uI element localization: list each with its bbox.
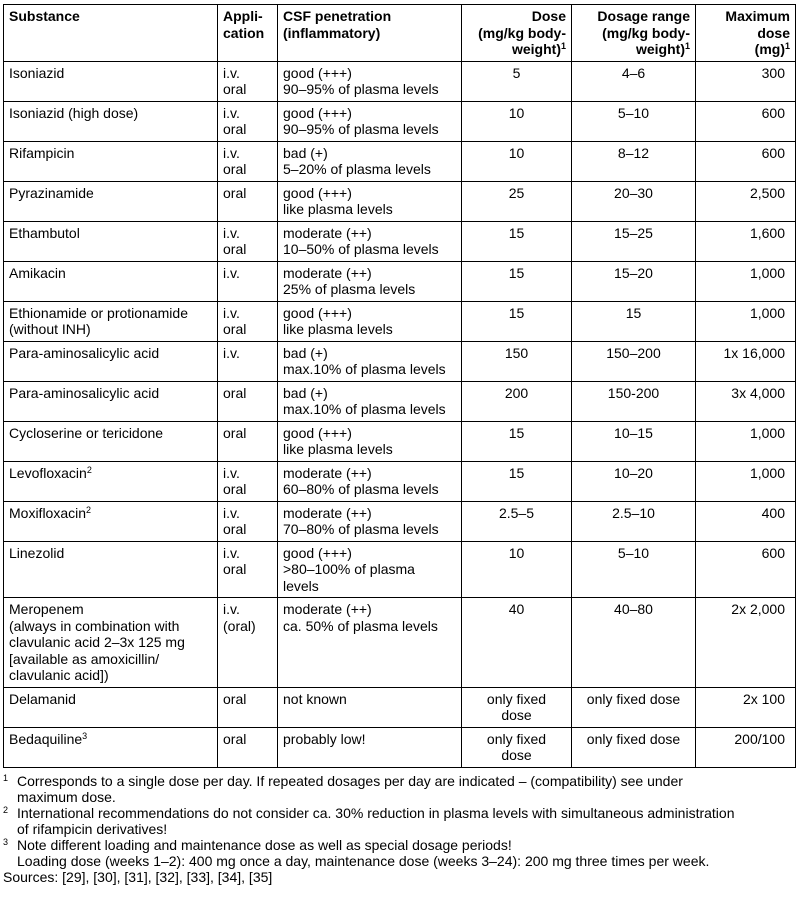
cell-line: not known bbox=[283, 690, 347, 707]
cell-line: oral bbox=[223, 121, 247, 137]
cell-dose bbox=[462, 341, 572, 381]
cell-line: 25 bbox=[508, 184, 525, 201]
cell-dosage-range: 4–6 bbox=[572, 61, 696, 101]
cell-line: 15 bbox=[508, 224, 525, 241]
cell-maximum-dose: 1,000 bbox=[696, 261, 796, 301]
cell-line: like plasma levels bbox=[283, 201, 393, 217]
table-row bbox=[4, 61, 796, 101]
table-row bbox=[4, 181, 796, 221]
footnote-text bbox=[17, 805, 795, 837]
footnotes bbox=[3, 773, 795, 885]
footnote-ref: 1 bbox=[784, 41, 790, 51]
cell-substance bbox=[4, 301, 218, 341]
cell-dose bbox=[462, 461, 572, 501]
cell-substance bbox=[4, 221, 218, 261]
cell-maximum-dose: 600 bbox=[696, 141, 796, 181]
cell-application bbox=[218, 501, 278, 541]
cell-maximum-dose: 400 bbox=[696, 501, 796, 541]
cell-line: moderate (++) bbox=[283, 224, 372, 241]
footnote-line: Loading dose (weeks 1–2): 400 mg once a day, maintenance dose (weeks 3–24): 200 mg three times per week. bbox=[17, 852, 710, 869]
cell-line: 90–95% of plasma levels bbox=[283, 81, 439, 97]
cell-line: oral bbox=[223, 384, 247, 401]
cell-dosage-range: only fixed dose bbox=[572, 687, 696, 727]
footnote-mark bbox=[3, 837, 17, 869]
cell-application bbox=[218, 461, 278, 501]
cell-dose bbox=[462, 727, 572, 767]
cell-substance bbox=[4, 141, 218, 181]
footnote bbox=[3, 837, 795, 869]
cell-line: 25% of plasma levels bbox=[283, 281, 416, 297]
cell-line: (oral) bbox=[223, 617, 256, 634]
cell-line: Delamanid bbox=[9, 690, 76, 707]
header-csf bbox=[278, 5, 462, 62]
cell-line: clavulanic acid 2–3x 125 mg bbox=[9, 634, 185, 650]
cell-dose bbox=[462, 501, 572, 541]
table-row bbox=[4, 221, 796, 261]
cell-line: >80–100% of plasma bbox=[283, 561, 415, 577]
table-row bbox=[4, 301, 796, 341]
cell-line: 60–80% of plasma levels bbox=[283, 481, 439, 497]
cell-dosage-range: 10–15 bbox=[572, 421, 696, 461]
cell-line: 10 bbox=[508, 104, 525, 121]
footnote bbox=[3, 773, 795, 805]
cell-dosage-range: 15–20 bbox=[572, 261, 696, 301]
cell-line: ca. 50% of plasma levels bbox=[283, 617, 438, 634]
cell-application bbox=[218, 61, 278, 101]
cell-line: Ethionamide or protionamide bbox=[9, 304, 188, 321]
table-row bbox=[4, 598, 796, 688]
cell-csf bbox=[278, 501, 462, 541]
cell-line: 10–50% of plasma levels bbox=[283, 241, 439, 257]
cell-line: oral bbox=[223, 161, 247, 177]
cell-dosage-range: 40–80 bbox=[572, 598, 696, 688]
cell-line: Levofloxacin$^2$ bbox=[9, 464, 92, 481]
cell-dose bbox=[462, 61, 572, 101]
cell-application bbox=[218, 261, 278, 301]
cell-line: max.10% of plasma levels bbox=[283, 361, 446, 377]
cell-maximum-dose: 600 bbox=[696, 101, 796, 141]
cell-substance bbox=[4, 61, 218, 101]
cell-line: Isoniazid bbox=[9, 64, 65, 81]
cell-line: moderate (++) bbox=[283, 264, 372, 281]
cell-csf bbox=[278, 61, 462, 101]
cell-maximum-dose: 2,500 bbox=[696, 181, 796, 221]
cell-maximum-dose: 2x 100 bbox=[696, 687, 796, 727]
cell-line: good (+++) bbox=[283, 104, 352, 121]
cell-dose bbox=[462, 181, 572, 221]
cell-line: moderate (++) bbox=[283, 504, 372, 521]
cell-csf bbox=[278, 101, 462, 141]
cell-line: oral bbox=[223, 321, 247, 337]
cell-maximum-dose: 1x 16,000 bbox=[696, 341, 796, 381]
cell-application bbox=[218, 141, 278, 181]
sources: Sources: [29], [30], [31], [32], [33], [34], [35] bbox=[3, 868, 273, 885]
cell-csf bbox=[278, 598, 462, 688]
cell-line: 10 bbox=[508, 544, 525, 561]
cell-dose bbox=[462, 598, 572, 688]
cell-line: moderate (++) bbox=[283, 464, 372, 481]
footnote-number: 3 bbox=[3, 836, 9, 847]
cell-csf bbox=[278, 421, 462, 461]
header-line: Appli- bbox=[223, 8, 263, 24]
cell-line: moderate (++) bbox=[283, 601, 372, 617]
cell-substance bbox=[4, 501, 218, 541]
cell-line: Rifampicin bbox=[9, 144, 75, 161]
table-row bbox=[4, 141, 796, 181]
cell-line: 5 bbox=[512, 64, 521, 81]
footnote-mark bbox=[3, 773, 17, 805]
table-row bbox=[4, 421, 796, 461]
cell-line: 70–80% of plasma levels bbox=[283, 521, 439, 537]
cell-dose bbox=[462, 141, 572, 181]
cell-line: i.v. bbox=[223, 64, 240, 81]
cell-dosage-range: 150-200 bbox=[572, 381, 696, 421]
cell-line: Meropenem bbox=[9, 601, 84, 617]
cell-line: Ethambutol bbox=[9, 224, 80, 241]
cell-line: 15 bbox=[508, 464, 525, 481]
cell-dosage-range: 8–12 bbox=[572, 141, 696, 181]
header-dosage-range bbox=[572, 5, 696, 62]
cell-line: Isoniazid (high dose) bbox=[9, 104, 139, 121]
cell-substance bbox=[4, 541, 218, 598]
cell-dosage-range: 10–20 bbox=[572, 461, 696, 501]
cell-line: i.v. bbox=[223, 601, 240, 617]
cell-line: 5–20% of plasma levels bbox=[283, 161, 431, 177]
cell-application bbox=[218, 541, 278, 598]
cell-line: dose bbox=[501, 747, 532, 763]
table-row bbox=[4, 261, 796, 301]
cell-line: levels bbox=[283, 577, 319, 594]
footnote-line: Corresponds to a single dose per day. If repeated dosages per day are indicated – (compatibility) see under bbox=[17, 772, 683, 789]
cell-application bbox=[218, 101, 278, 141]
cell-csf bbox=[278, 687, 462, 727]
cell-line: Bedaquiline$^3$ bbox=[9, 730, 88, 747]
cell-maximum-dose: 1,600 bbox=[696, 221, 796, 261]
header-line: (mg)$^1$ bbox=[754, 41, 790, 57]
cell-line: 10 bbox=[508, 144, 525, 161]
footnote-ref: 2 bbox=[86, 464, 92, 475]
cell-substance bbox=[4, 381, 218, 421]
cell-dose bbox=[462, 687, 572, 727]
cell-line: oral bbox=[223, 730, 247, 747]
cell-dosage-range: 150–200 bbox=[572, 341, 696, 381]
cell-substance bbox=[4, 341, 218, 381]
cell-line: i.v. bbox=[223, 504, 240, 521]
cell-line: i.v. bbox=[223, 464, 240, 481]
cell-application bbox=[218, 221, 278, 261]
cell-line: (without INH) bbox=[9, 321, 91, 337]
table-row bbox=[4, 541, 796, 598]
cell-dose bbox=[462, 421, 572, 461]
footnote-ref: 2 bbox=[86, 504, 92, 515]
footnote-ref: 1 bbox=[560, 41, 566, 51]
header-line: dose bbox=[757, 24, 790, 41]
drug-table bbox=[3, 4, 796, 768]
header-line: cation bbox=[223, 24, 265, 41]
cell-substance bbox=[4, 727, 218, 767]
cell-application bbox=[218, 301, 278, 341]
cell-application bbox=[218, 727, 278, 767]
cell-substance bbox=[4, 261, 218, 301]
cell-application bbox=[218, 421, 278, 461]
cell-line: dose bbox=[501, 707, 532, 723]
table-row bbox=[4, 461, 796, 501]
cell-line: 15 bbox=[508, 424, 525, 441]
footnote bbox=[3, 805, 795, 837]
table-body bbox=[4, 61, 796, 767]
footnote-ref: 1 bbox=[684, 41, 690, 51]
cell-dose bbox=[462, 301, 572, 341]
cell-line: oral bbox=[223, 690, 247, 707]
cell-line: clavulanic acid]) bbox=[9, 667, 109, 683]
cell-line: 15 bbox=[508, 264, 525, 281]
cell-line: oral bbox=[223, 481, 247, 497]
cell-line: 200 bbox=[504, 384, 529, 401]
cell-line: good (+++) bbox=[283, 544, 352, 561]
cell-maximum-dose: 2x 2,000 bbox=[696, 598, 796, 688]
table-row bbox=[4, 341, 796, 381]
cell-line: oral bbox=[223, 241, 247, 257]
cell-csf bbox=[278, 301, 462, 341]
table-row bbox=[4, 687, 796, 727]
cell-dose bbox=[462, 381, 572, 421]
table-row bbox=[4, 501, 796, 541]
cell-substance bbox=[4, 101, 218, 141]
cell-line: bad (+) bbox=[283, 384, 328, 401]
footnote-line: maximum dose. bbox=[17, 788, 116, 805]
cell-maximum-dose: 1,000 bbox=[696, 461, 796, 501]
cell-line: only fixed bbox=[486, 690, 547, 707]
cell-maximum-dose: 1,000 bbox=[696, 301, 796, 341]
cell-line: i.v. bbox=[223, 264, 240, 281]
cell-dose bbox=[462, 261, 572, 301]
footnote-text bbox=[17, 773, 795, 805]
cell-line: good (+++) bbox=[283, 184, 352, 201]
cell-line: i.v. bbox=[223, 304, 240, 321]
cell-line: i.v. bbox=[223, 544, 240, 561]
cell-line: bad (+) bbox=[283, 144, 328, 161]
cell-line: bad (+) bbox=[283, 344, 328, 361]
cell-application bbox=[218, 598, 278, 688]
cell-dosage-range: 15 bbox=[572, 301, 696, 341]
table-row bbox=[4, 727, 796, 767]
cell-substance bbox=[4, 598, 218, 688]
cell-line: 150 bbox=[504, 344, 529, 361]
cell-line: Linezolid bbox=[9, 544, 65, 561]
cell-line: Amikacin bbox=[9, 264, 66, 281]
cell-line: i.v. bbox=[223, 144, 240, 161]
cell-line: Pyrazinamide bbox=[9, 184, 94, 201]
footnote-line: of rifampicin derivatives! bbox=[17, 820, 168, 837]
table-row bbox=[4, 101, 796, 141]
header-row bbox=[4, 5, 796, 62]
cell-csf bbox=[278, 181, 462, 221]
cell-line: Para-aminosalicylic acid bbox=[9, 344, 160, 361]
cell-line: like plasma levels bbox=[283, 441, 393, 457]
cell-line: oral bbox=[223, 184, 247, 201]
cell-line: i.v. bbox=[223, 224, 240, 241]
cell-application bbox=[218, 381, 278, 421]
table-row bbox=[4, 381, 796, 421]
cell-substance bbox=[4, 687, 218, 727]
footnote-mark bbox=[3, 805, 17, 837]
cell-line: 2.5–5 bbox=[498, 504, 535, 521]
footnote-text bbox=[17, 837, 795, 869]
header-line: CSF penetration bbox=[283, 8, 392, 24]
cell-application bbox=[218, 687, 278, 727]
cell-line: oral bbox=[223, 424, 247, 441]
header-line: (inflammatory) bbox=[283, 24, 381, 41]
cell-maximum-dose: 3x 4,000 bbox=[696, 381, 796, 421]
cell-application bbox=[218, 181, 278, 221]
header-line: weight)$^1$ bbox=[511, 41, 566, 57]
cell-line: [available as amoxicillin/ bbox=[9, 650, 160, 667]
footnote-number: 1 bbox=[3, 772, 9, 783]
cell-dosage-range: 5–10 bbox=[572, 101, 696, 141]
cell-csf bbox=[278, 261, 462, 301]
cell-line: i.v. bbox=[223, 104, 240, 121]
footnote-number: 2 bbox=[3, 804, 9, 815]
cell-dosage-range: 5–10 bbox=[572, 541, 696, 598]
cell-csf bbox=[278, 221, 462, 261]
cell-dosage-range: 20–30 bbox=[572, 181, 696, 221]
cell-line: 90–95% of plasma levels bbox=[283, 121, 439, 137]
cell-dose bbox=[462, 541, 572, 598]
header-line: weight)$^1$ bbox=[635, 41, 690, 57]
cell-line: good (+++) bbox=[283, 424, 352, 441]
cell-line: Moxifloxacin$^2$ bbox=[9, 504, 92, 521]
cell-line: Cycloserine or tericidone bbox=[9, 424, 164, 441]
cell-line: probably low! bbox=[283, 730, 366, 747]
cell-line: 40 bbox=[508, 601, 525, 617]
header-line: Maximum bbox=[725, 8, 790, 24]
cell-substance bbox=[4, 421, 218, 461]
header-dose bbox=[462, 5, 572, 62]
cell-csf bbox=[278, 141, 462, 181]
cell-csf bbox=[278, 541, 462, 598]
cell-csf bbox=[278, 381, 462, 421]
cell-line: oral bbox=[223, 561, 247, 577]
cell-dosage-range: 15–25 bbox=[572, 221, 696, 261]
header-line: (mg/kg body- bbox=[602, 24, 690, 41]
cell-line: 15 bbox=[508, 304, 525, 321]
cell-line: max.10% of plasma levels bbox=[283, 401, 446, 417]
footnote-line: International recommendations do not consider ca. 30% reduction in plasma levels with simultaneous administration bbox=[17, 804, 735, 821]
header-substance: Substance bbox=[4, 5, 218, 62]
cell-maximum-dose: 200/100 bbox=[696, 727, 796, 767]
header-line: Dose bbox=[531, 8, 566, 24]
header-application bbox=[218, 5, 278, 62]
footnote-line: Note different loading and maintenance dose as well as special dosage periods! bbox=[17, 836, 512, 853]
cell-line: Para-aminosalicylic acid bbox=[9, 384, 160, 401]
cell-application bbox=[218, 341, 278, 381]
cell-dosage-range: only fixed dose bbox=[572, 727, 696, 767]
cell-csf bbox=[278, 341, 462, 381]
cell-line: oral bbox=[223, 81, 247, 97]
header-maximum-dose bbox=[696, 5, 796, 62]
cell-dosage-range: 2.5–10 bbox=[572, 501, 696, 541]
cell-substance bbox=[4, 461, 218, 501]
cell-dose bbox=[462, 101, 572, 141]
header-line: Dosage range bbox=[597, 8, 690, 24]
cell-maximum-dose: 1,000 bbox=[696, 421, 796, 461]
header-line: (mg/kg body- bbox=[478, 24, 566, 41]
cell-line: only fixed bbox=[486, 730, 547, 747]
cell-line: i.v. bbox=[223, 344, 240, 361]
cell-csf bbox=[278, 461, 462, 501]
cell-line: oral bbox=[223, 521, 247, 537]
cell-line: like plasma levels bbox=[283, 321, 393, 337]
cell-line: good (+++) bbox=[283, 304, 352, 321]
cell-line: (always in combination with bbox=[9, 617, 180, 634]
footnote-ref: 3 bbox=[82, 730, 88, 741]
cell-maximum-dose: 600 bbox=[696, 541, 796, 598]
cell-maximum-dose: 300 bbox=[696, 61, 796, 101]
cell-csf bbox=[278, 727, 462, 767]
cell-substance bbox=[4, 181, 218, 221]
cell-dose bbox=[462, 221, 572, 261]
cell-line: good (+++) bbox=[283, 64, 352, 81]
